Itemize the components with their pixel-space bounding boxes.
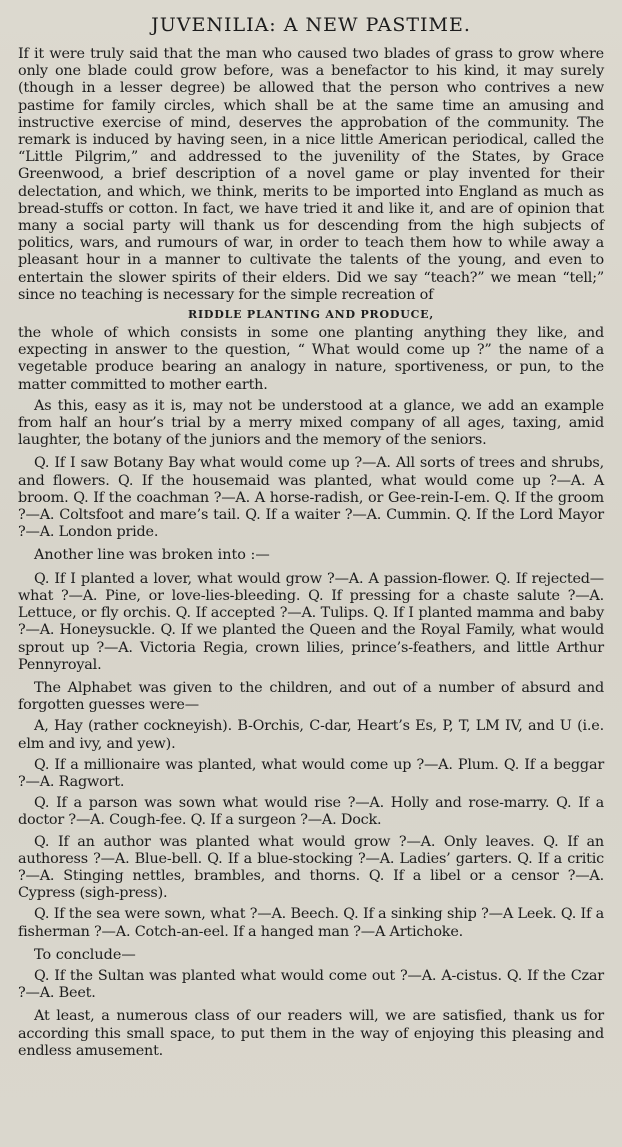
- paragraph-intro: If it were truly said that the man who caused two blades of grass to grow where only one blade could grow before, was a benefactor to his kind, it may surely (though in a lesser degree) be allowed that the person who contrives a new pastime for family circles, which shall be at the same time an amusing and instructive exercise of mind, deserves the approbation of the community. The remark is induced by having seen, in a nice little American periodical, called the “Little Pilgrim,” and addressed to the juvenility of the States, by Grace Greenwood, a brief description of a novel game or play invented for their delectation, and which, we think, merits to be imported into England as much as bread-stuffs or cotton. In fact, we have tried it and like it, and are of opinion that many a social party will thank us for descending from the high subjects of politics, wars, and rumours of war, in order to teach them how to while away a pleasant hour in a manner to cultivate the talents of the young, and even to entertain the slower spirits of their elders. Did we say “teach?” we mean “tell;” since no teaching is necessary for the simple recreation of: [18, 46, 604, 303]
- paragraph-qa-sea: Q. If the sea were sown, what ?—A. Beech. Q. If a sinking ship ?—A Leek. Q. If a fisherman ?—A. Cotch-an-eel. If a hanged man ?—A Artichoke.: [18, 906, 604, 940]
- paragraph-qa-millionaire: Q. If a millionaire was planted, what would come up ?—A. Plum. Q. If a beggar ?—A. Ragwort.: [18, 756, 604, 790]
- paragraph-game-description: the whole of which consists in some one planting anything they like, and expecting in answer to the question, “ What would come up ?” the name of a vegetable produce bearing an analogy in nature, sportiveness, or pun, to the matter committed to mother earth.: [18, 325, 604, 393]
- paragraph-to-conclude: To conclude—: [34, 946, 136, 963]
- paragraph-qa-sultan: Q. If the Sultan was planted what would come out ?—A. A-cistus. Q. If the Czar ?—A. Beet.: [18, 967, 604, 1002]
- paragraph-alphabet: A, Hay (rather cockneyish). B-Orchis, C-dar, Heart’s Es, P, T, LM IV, and U (i.e. elm and ivy, and yew).: [18, 718, 604, 752]
- paragraph-example-intro: As this, easy as it is, may not be understood at a glance, we add an example from half an hour’s trial by a merry mixed company of all ages, taxing, amid laughter, the botany of the juniors and the memory of the seniors.: [18, 397, 604, 449]
- paragraph-qa-servants: Q. If I saw Botany Bay what would come up ?—A. All sorts of trees and shrubs, and flowers. Q. If the housemaid was planted, what would come up ?—A. A broom. Q. If the coachman ?—A. A horse-radish, or Gee-rein-I-em. Q. If the groom ?—A. Coltsfoot and mare’s tail. Q. If a waiter ?—A. Cummin. Q. If the Lord Mayor ?—A. London pride.: [18, 455, 604, 541]
- paragraph-qa-parson: Q. If a parson was sown what would rise ?—A. Holly and rose-marry. Q. If a doctor ?—A. Cough-fee. Q. If a surgeon ?—A. Dock.: [18, 795, 604, 829]
- paragraph-closing: At least, a numerous class of our readers will, we are satisfied, thank us for according this small space, to put them in the way of enjoying this pleasing and endless amusement.: [18, 1008, 604, 1059]
- section-subheading: RIDDLE PLANTING AND PRODUCE,: [188, 308, 434, 322]
- article-title: JUVENILIA: A NEW PASTIME.: [151, 14, 471, 36]
- paragraph-qa-author: Q. If an author was planted what would grow ?—A. Only leaves. Q. If an authoress ?—A. Blue-bell. Q. If a blue-stocking ?—A. Ladies’ garters. Q. If a critic ?—A. Stinging nettles, brambles, and thorns. Q. If a libel or a censor ?—A. Cypress (sigh-press).: [18, 833, 604, 902]
- paragraph-another-line: Another line was broken into :—: [34, 547, 270, 564]
- paragraph-alphabet-intro: The Alphabet was given to the children, and out of a number of absurd and forgotten guesses were—: [18, 679, 604, 714]
- paragraph-qa-lover: Q. If I planted a lover, what would grow ?—A. A passion-flower. Q. If rejected—what ?—A. Pine, or love-lies-bleeding. Q. If pressing for a chaste salute ?—A. Lettuce, or fly orchis. Q. If accepted ?—A. Tulips. Q. If I planted mamma and baby ?—A. Honeysuckle. Q. If we planted the Queen and the Royal Family, what would sprout up ?—A. Victoria Regia, crown lilies, prince’s-feathers, and little Arthur Pennyroyal.: [18, 570, 604, 673]
